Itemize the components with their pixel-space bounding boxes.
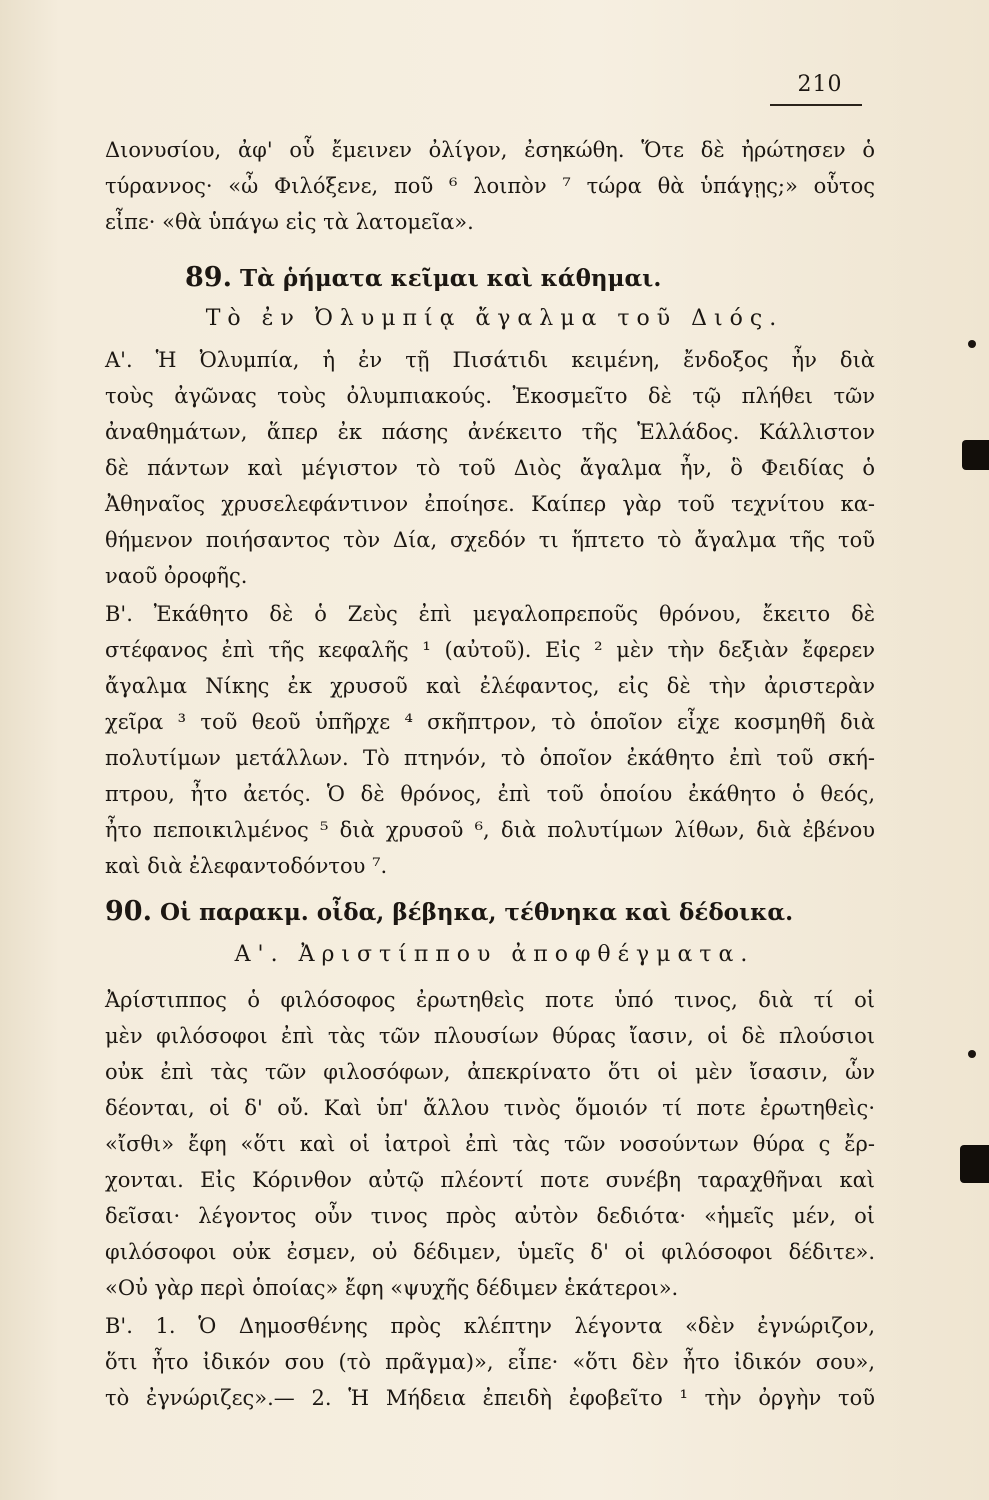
page-number-rule bbox=[770, 104, 862, 106]
text-line: Β'. Ἐκάθητο δὲ ὁ Ζεὺς ἐπὶ μεγαλοπρεποῦς θρόνου, ἔκειτο δὲ bbox=[105, 602, 875, 626]
page-number: 210 bbox=[797, 72, 843, 97]
text-line: δὲ πάντων καὶ μέγιστον τὸ τοῦ Διὸς ἄγαλμα ἦν, ὃ Φειδίας ὁ bbox=[105, 456, 875, 480]
text-line: θήμενον ποιήσαντος τὸν Δία, σχεδόν τι ἥπτετο τὸ ἄγαλμα τῆς τοῦ bbox=[105, 528, 875, 552]
text-line: εἶπε· «θὰ ὑπάγω εἰς τὰ λατομεῖα». bbox=[105, 210, 474, 234]
text-line: δέονται, οἱ δ' οὔ. Καὶ ὑπ' ἄλλου τινὸς ὅμοιόν τί ποτε ἐρωτηθεὶς· bbox=[105, 1096, 875, 1120]
text-line: φιλόσοφοι οὐκ ἐσμεν, οὐ δέδιμεν, ὑμεῖς δ' οἱ φιλόσοφοι δέδιτε». bbox=[105, 1240, 875, 1264]
text-line: ὅτι ἦτο ἰδικόν σου (τὸ πρᾶγμα)», εἶπε· «ὅτι δὲν ἦτο ἰδικόν σου», bbox=[105, 1350, 875, 1374]
section-89-heading bbox=[185, 262, 975, 293]
text-line: ἀναθημάτων, ἅπερ ἐκ πάσης ἀνέκειτο τῆς Ἑλλάδος. Κάλλιστον bbox=[105, 420, 875, 444]
section-title: Τὰ ῥήματα κεῖμαι καὶ κάθημαι. bbox=[240, 265, 662, 292]
margin-dot bbox=[968, 1050, 976, 1058]
page-tab-mark bbox=[962, 440, 989, 470]
text-line: καὶ διὰ ἐλεφαντοδόντου ⁷. bbox=[105, 854, 388, 878]
text-line: ἄγαλμα Νίκης ἐκ χρυσοῦ καὶ ἐλέφαντος, εἰς δὲ τὴν ἀριστερὰν bbox=[105, 674, 875, 698]
text-line: Β'. 1. Ὁ Δημοσθένης πρὸς κλέπτην λέγοντα «δὲν ἐγνώριζον, bbox=[105, 1314, 875, 1338]
section-90-subtitle: Α'. Ἀριστίππου ἀποφθέγματα. bbox=[234, 942, 755, 967]
text-line: οὐκ ἐπὶ τὰς τῶν φιλοσόφων, ἀπεκρίνατο ὅτι οἱ μὲν ἴσασιν, ὧν bbox=[105, 1060, 875, 1084]
text-line: τὸ ἐγνώριζες».— 2. Ἡ Μήδεια ἐπειδὴ ἐφοβεῖτο ¹ τὴν ὀργὴν τοῦ bbox=[105, 1386, 875, 1410]
text-line: μὲν φιλόσοφοι ἐπὶ τὰς τῶν πλουσίων θύρας ἴασιν, οἱ δὲ πλούσιοι bbox=[105, 1024, 875, 1048]
text-line: Ἀρίστιππος ὁ φιλόσοφος ἐρωτηθεὶς ποτε ὑπό τινος, διὰ τί οἱ bbox=[105, 988, 875, 1012]
section-number: 89. bbox=[185, 262, 232, 293]
text-line: χονται. Εἰς Κόρινθον αὐτῷ πλέοντί ποτε συνέβη ταραχθῆναι καὶ bbox=[105, 1168, 875, 1192]
text-line: πτρου, ἦτο ἀετός. Ὁ δὲ θρόνος, ἐπὶ τοῦ ὁποίου ἐκάθητο ὁ θεός, bbox=[105, 782, 875, 806]
page-tab-mark bbox=[960, 1145, 989, 1183]
text-line: Α'. Ἡ Ὀλυμπία, ἡ ἐν τῇ Πισάτιδι κειμένη, ἔνδοξος ἦν διὰ bbox=[105, 348, 875, 372]
text-line: ἦτο πεποικιλμένος ⁵ διὰ χρυσοῦ ⁶, διὰ πολυτίμων λίθων, διὰ ἐβένου bbox=[105, 818, 875, 842]
text-line: «ἴσθι» ἔφη «ὅτι καὶ οἱ ἰατροὶ ἐπὶ τὰς τῶν νοσούντων θύρα ς ἔρ- bbox=[105, 1132, 875, 1156]
text-line: Ἀθηναῖος χρυσελεφάντινον ἐποίησε. Καίπερ γὰρ τοῦ τεχνίτου κα- bbox=[105, 492, 875, 516]
text-line: τύραννος· «ὦ Φιλόξενε, ποῦ ⁶ λοιπὸν ⁷ τώρα θὰ ὑπάγῃς;» οὗτος bbox=[105, 174, 875, 198]
section-title: Οἱ παρακμ. οἶδα, βέβηκα, τέθνηκα καὶ δέδοικα. bbox=[160, 899, 794, 926]
section-number: 90. bbox=[105, 896, 152, 927]
text-line: τοὺς ἀγῶνας τοὺς ὀλυμπιακούς. Ἐκοσμεῖτο δὲ τῷ πλήθει τῶν bbox=[105, 384, 875, 408]
text-line: ναοῦ ὀροφῆς. bbox=[105, 564, 248, 588]
section-89-subtitle: Τὸ ἐν Ὀλυμπίᾳ ἄγαλμα τοῦ Διός. bbox=[205, 306, 784, 331]
margin-dot bbox=[968, 340, 976, 348]
text-line: πολυτίμων μετάλλων. Τὸ πτηνόν, τὸ ὁποῖον ἐκάθητο ἐπὶ τοῦ σκή- bbox=[105, 746, 875, 770]
text-line: χεῖρα ³ τοῦ θεοῦ ὑπῆρχε ⁴ σκῆπτρον, τὸ ὁποῖον εἶχε κοσμηθῆ διὰ bbox=[105, 710, 875, 734]
text-line: Διονυσίου, ἀφ' οὗ ἔμεινεν ὀλίγον, ἐσηκώθη. Ὅτε δὲ ἠρώτησεν ὁ bbox=[105, 138, 875, 162]
text-line: στέφανος ἐπὶ τῆς κεφαλῆς ¹ (αὐτοῦ). Εἰς ² μὲν τὴν δεξιὰν ἔφερεν bbox=[105, 638, 875, 662]
text-line: «Οὐ γὰρ περὶ ὁποίας» ἔφη «ψυχῆς δέδιμεν ἑκάτεροι». bbox=[105, 1276, 679, 1300]
text-line: δεῖσαι· λέγοντος οὖν τινος πρὸς αὐτὸν δεδιότα· «ἡμεῖς μέν, οἱ bbox=[105, 1204, 875, 1228]
section-90-heading bbox=[105, 896, 895, 927]
